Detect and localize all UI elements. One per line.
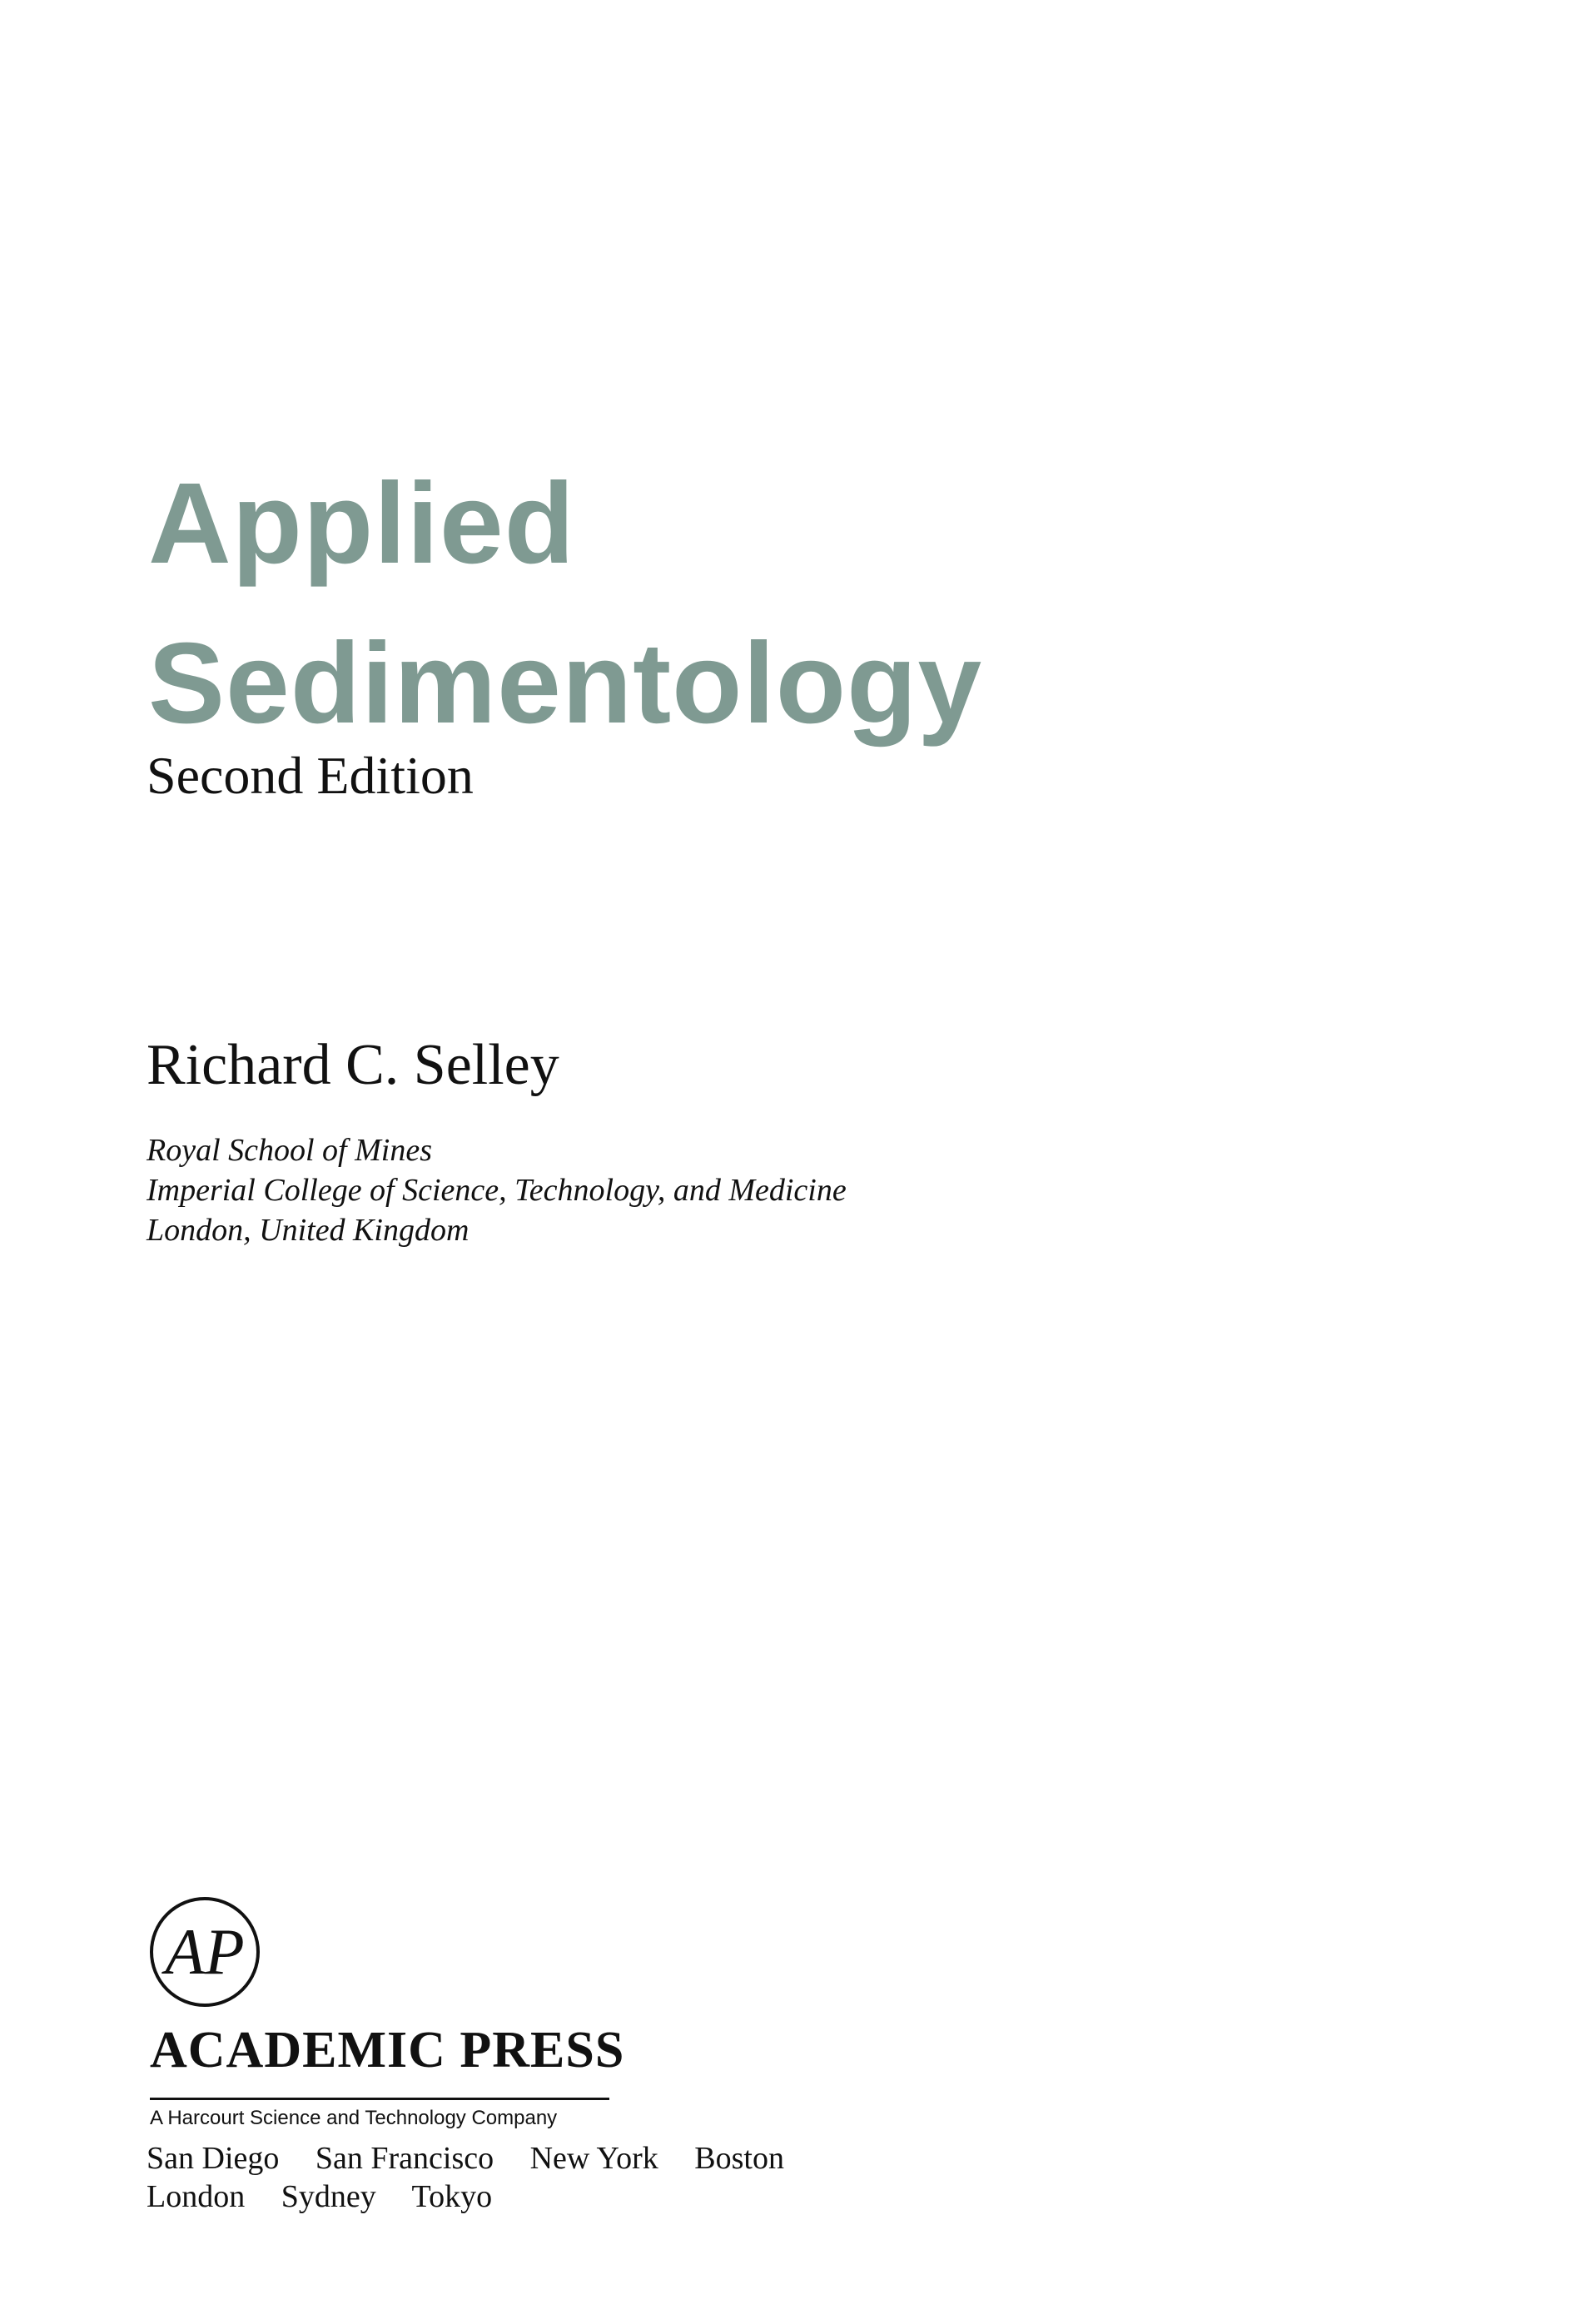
affiliation-line: Imperial College of Science, Technology, and Medicine	[147, 1173, 847, 1208]
publisher-tagline: A Harcourt Science and Technology Company	[150, 2107, 558, 2129]
svg-text:AP: AP	[165, 1915, 245, 1988]
city: San Francisco	[315, 2141, 494, 2176]
edition-label: Second Edition	[147, 746, 474, 805]
city: Sydney	[281, 2179, 376, 2214]
city-row	[147, 2139, 812, 2178]
publisher-cities	[147, 2139, 812, 2216]
affiliation-line: Royal School of Mines	[147, 1133, 432, 1168]
author-name: Richard C. Selley	[147, 1033, 559, 1097]
author-affiliation	[147, 1130, 847, 1250]
city: New York	[529, 2141, 658, 2176]
book-title-line-1: Applied	[148, 459, 575, 588]
book-title-line-2: Sedimentology	[148, 619, 983, 747]
city: San Diego	[147, 2141, 280, 2176]
city: Tokyo	[411, 2179, 493, 2214]
publisher-name: ACADEMIC PRESS	[150, 2022, 625, 2078]
affiliation-line: London, United Kingdom	[147, 1213, 470, 1248]
city-row	[147, 2178, 812, 2216]
academic-press-logo-icon	[147, 1894, 263, 2010]
publisher-divider	[150, 2098, 609, 2100]
city: London	[147, 2179, 246, 2214]
city: Boston	[694, 2141, 784, 2176]
